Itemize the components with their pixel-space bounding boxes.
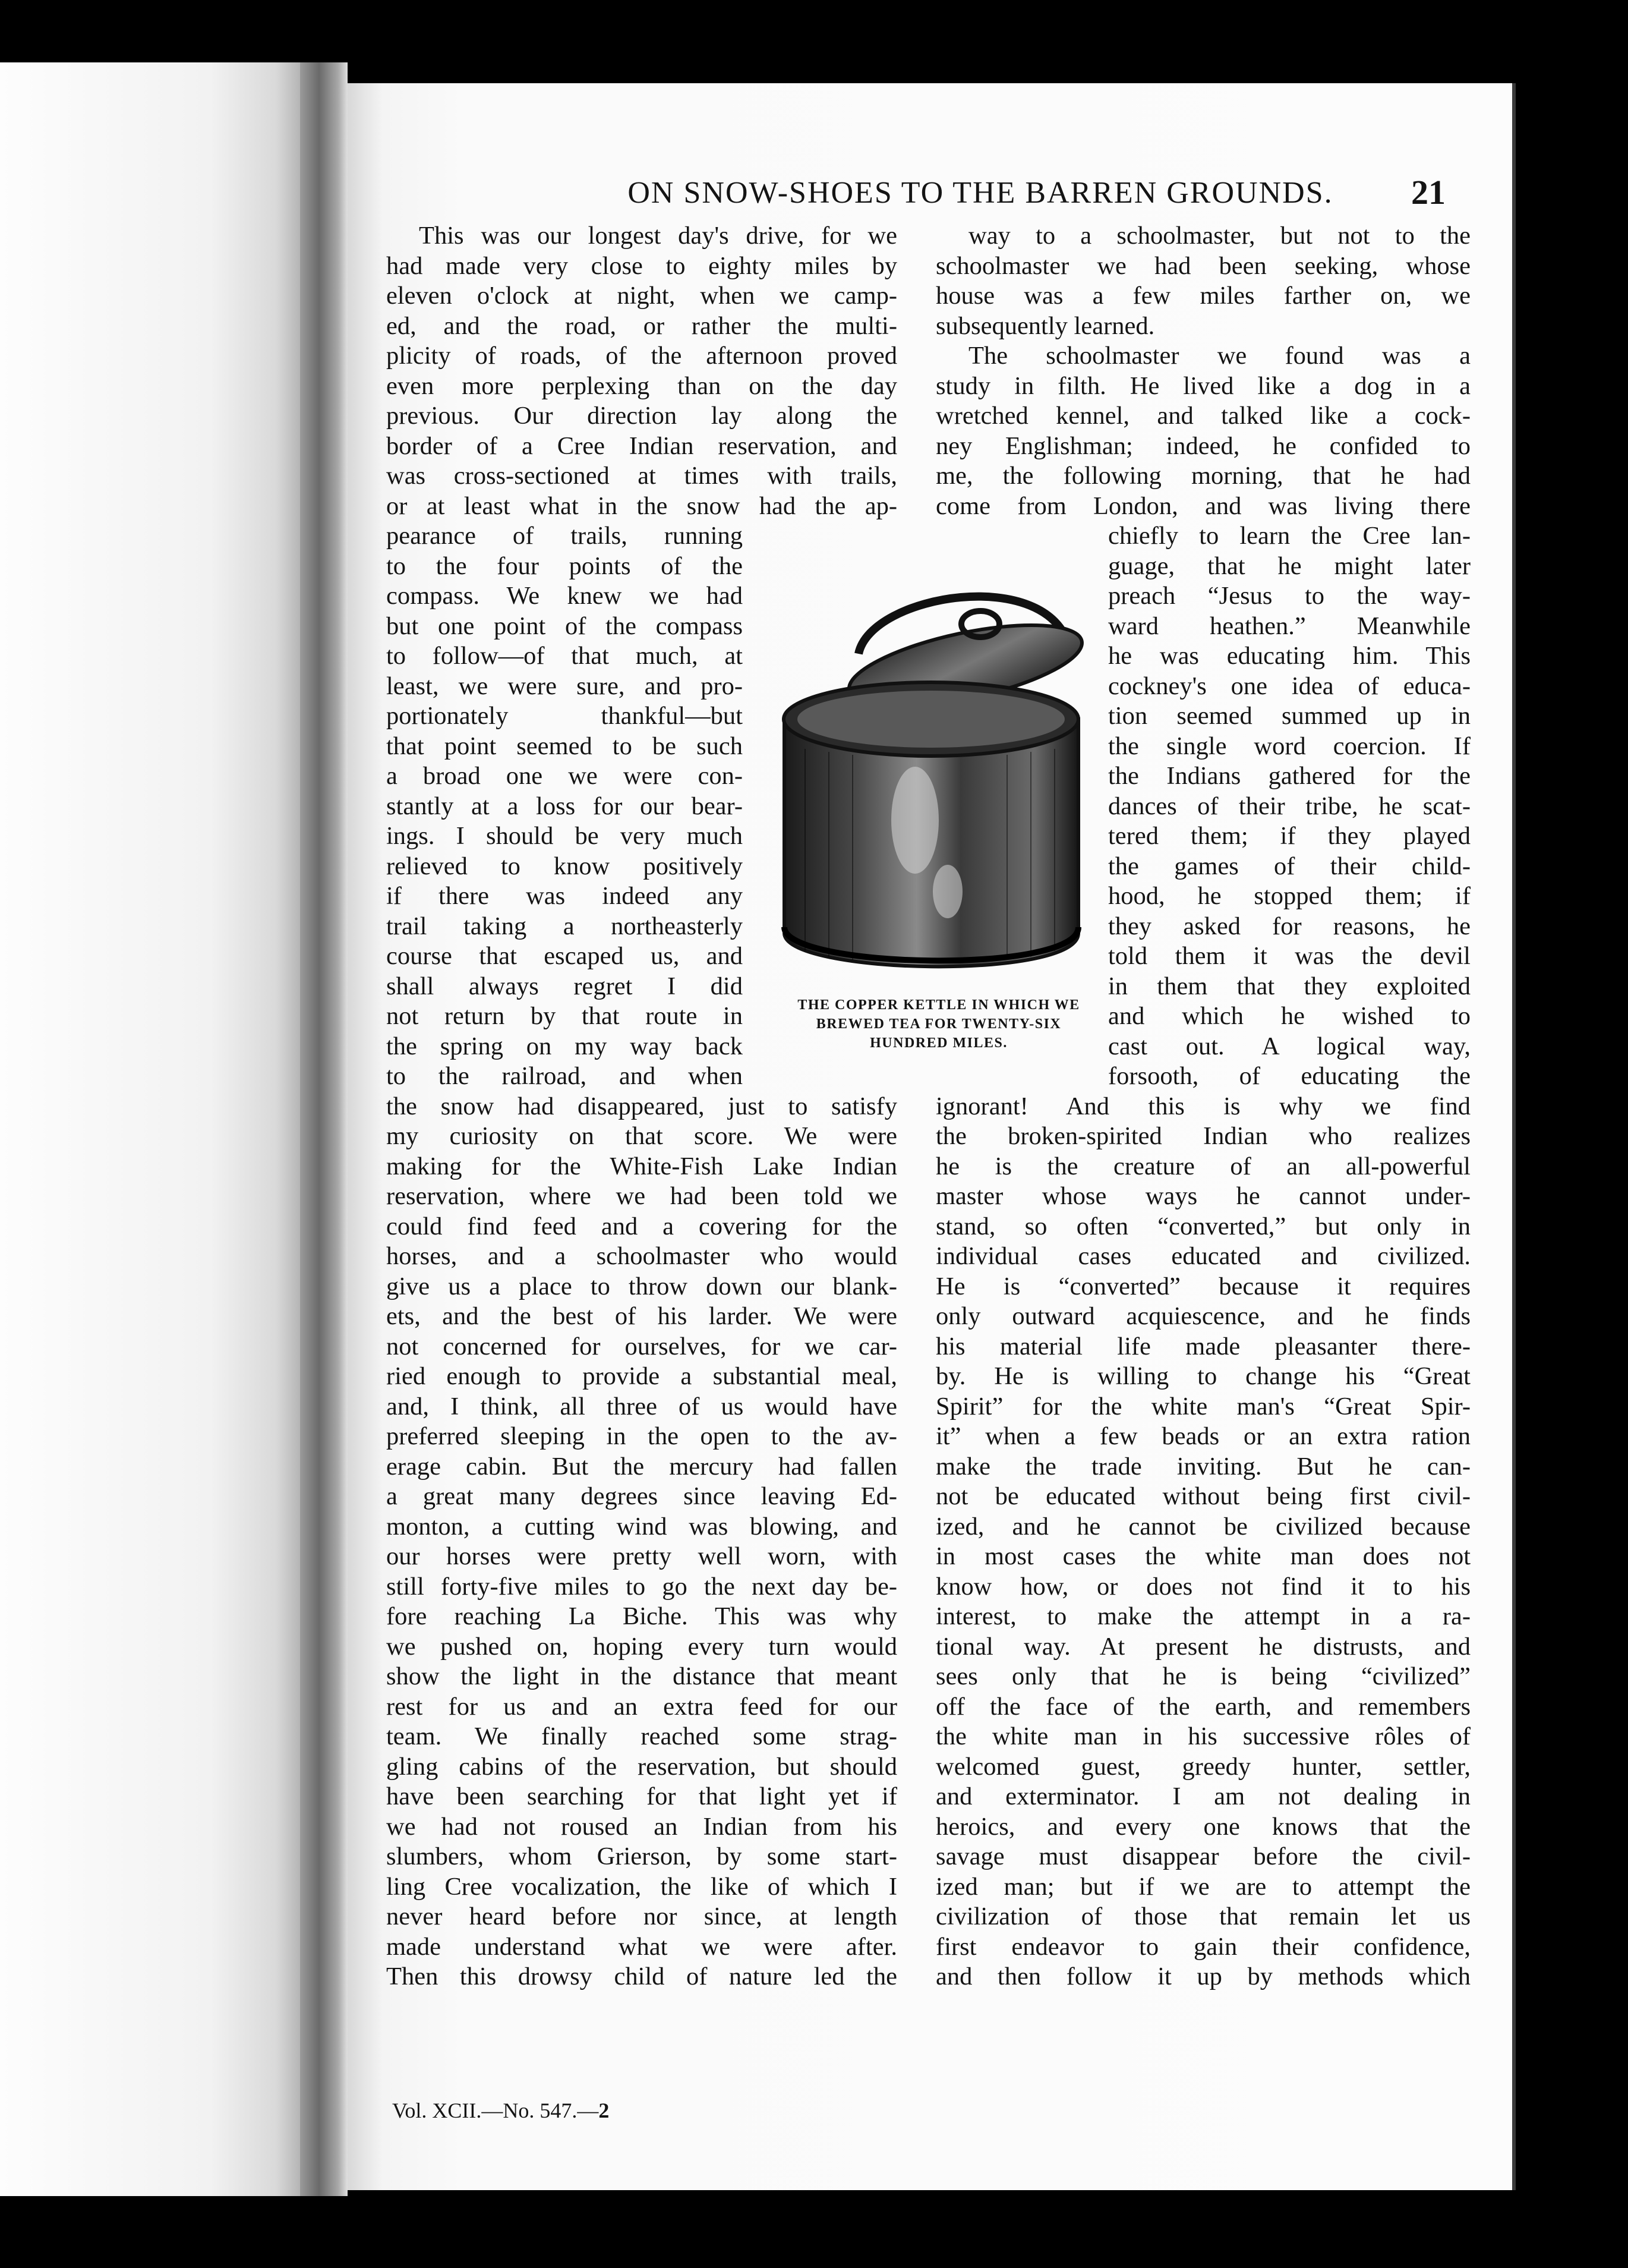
text-line: sees only that he is being “civilized”: [936, 1662, 1471, 1690]
text-line: schoolmaster we had been seeking, whose: [936, 251, 1471, 280]
text-line: not concerned for ourselves, for we car-: [386, 1332, 897, 1360]
text-line: give us a place to throw down our blank-: [386, 1272, 897, 1300]
text-line: ward heathen.” Meanwhile: [1108, 612, 1471, 640]
text-line: tion seemed summed up in: [1108, 702, 1471, 730]
text-line: me, the following morning, that he had: [936, 462, 1471, 490]
text-line: and then follow it up by methods which: [936, 1963, 1471, 1990]
text-line: border of a Cree Indian reservation, and: [386, 431, 897, 460]
text-line: reservation, where we had been told we: [386, 1182, 897, 1210]
text-line: ed, and the road, or rather the multi-: [386, 311, 897, 340]
text-line: rest for us and an extra feed for our: [386, 1692, 897, 1721]
text-line: tered them; if they played: [1108, 822, 1471, 850]
text-line: cast out. A logical way,: [1108, 1032, 1471, 1060]
text-line: portionately thankful—but: [386, 702, 743, 730]
page-edge: [1512, 83, 1516, 2190]
text-line: fore reaching La Biche. This was why: [386, 1602, 897, 1630]
volume-number: Vol. XCII.—No. 547.—: [392, 2099, 599, 2122]
text-line: made understand what we were after.: [386, 1932, 897, 1961]
text-line: only outward acquiescence, and he finds: [936, 1302, 1471, 1330]
text-line: ings. I should be very much: [386, 822, 743, 850]
text-line: preach “Jesus to the way-: [1108, 582, 1471, 610]
text-line: ets, and the best of his larder. We were: [386, 1302, 897, 1330]
text-line: ling Cree vocalization, the like of which I: [386, 1872, 897, 1901]
text-line: my curiosity on that score. We were: [386, 1122, 897, 1150]
text-line: in them that they exploited: [1108, 972, 1471, 1000]
text-line: The schoolmaster we found was a: [968, 342, 1471, 370]
text-line: Then this drowsy child of nature led the: [386, 1963, 897, 1990]
text-line: in most cases the white man does not: [936, 1542, 1471, 1570]
text-line: the Indians gathered for the: [1108, 762, 1471, 790]
text-line: never heard before nor since, at length: [386, 1902, 897, 1930]
text-line: forsooth, of educating the: [1108, 1062, 1471, 1090]
caption-line: HUNDRED MILES.: [870, 1035, 1008, 1051]
figure-caption: [758, 996, 1120, 1053]
page-number: 21: [1411, 173, 1446, 212]
text-line: if there was indeed any: [386, 882, 743, 910]
text-line: compass. We knew we had: [386, 582, 743, 610]
text-line: they asked for reasons, he: [1108, 912, 1471, 940]
signature-mark: 2: [598, 2099, 610, 2122]
text-line: could find feed and a covering for the: [386, 1212, 897, 1240]
text-line: team. We finally reached some strag-: [386, 1722, 897, 1750]
text-line: stantly at a loss for our bear-: [386, 792, 743, 820]
text-line: have been searching for that light yet if: [386, 1782, 897, 1810]
text-line: not return by that route in: [386, 1002, 743, 1030]
text-line: welcomed guest, greedy hunter, settler,: [936, 1752, 1471, 1781]
text-line: that point seemed to be such: [386, 732, 743, 760]
text-line: erage cabin. But the mercury had fallen: [386, 1452, 897, 1480]
text-line: plicity of roads, of the afternoon proved: [386, 342, 897, 370]
text-line: ried enough to provide a substantial meal,: [386, 1362, 897, 1390]
text-line: least, we were sure, and pro-: [386, 672, 743, 700]
text-line: not be educated without being first civil-: [936, 1482, 1471, 1510]
text-line: had made very close to eighty miles by: [386, 251, 897, 280]
text-line: off the face of the earth, and remembers: [936, 1692, 1471, 1721]
facing-page: [0, 62, 300, 2196]
text-line: the broken-spirited Indian who realizes: [936, 1122, 1471, 1150]
book-gutter: [300, 62, 348, 2196]
text-line: way to a schoolmaster, but not to the: [968, 222, 1471, 250]
text-line: horses, and a schoolmaster who would: [386, 1242, 897, 1270]
text-line: his material life made pleasanter there-: [936, 1332, 1471, 1360]
text-line: stand, so often “converted,” but only in: [936, 1212, 1471, 1240]
text-line: the single word coercion. If: [1108, 732, 1471, 760]
caption-line: THE COPPER KETTLE IN WHICH WE: [797, 997, 1080, 1013]
text-line: Spirit” for the white man's “Great Spir-: [936, 1392, 1471, 1420]
text-line: was cross-sectioned at times with trails,: [386, 462, 897, 490]
text-line: course that escaped us, and: [386, 942, 743, 970]
text-line: a great many degrees since leaving Ed-: [386, 1482, 897, 1510]
text-line: gling cabins of the reservation, but should: [386, 1752, 897, 1781]
text-line: ignorant! And this is why we find: [936, 1092, 1471, 1120]
text-line: the spring on my way back: [386, 1032, 743, 1060]
text-line: by. He is willing to change his “Great: [936, 1362, 1471, 1390]
text-line: come from London, and was living there: [936, 492, 1471, 520]
text-line: show the light in the distance that meant: [386, 1662, 897, 1690]
text-line: even more perplexing than on the day: [386, 371, 897, 400]
text-line: master whose ways he cannot under-: [936, 1182, 1471, 1210]
text-line: to follow—of that much, at: [386, 642, 743, 670]
text-line: subsequently learned.: [936, 311, 1155, 340]
caption-line: BREWED TEA FOR TWENTY-SIX: [816, 1016, 1062, 1032]
text-line: to the railroad, and when: [386, 1062, 743, 1090]
text-line: civilization of those that remain let us: [936, 1902, 1471, 1930]
text-line: interest, to make the attempt in a ra-: [936, 1602, 1471, 1630]
text-line: pearance of trails, running: [386, 522, 743, 550]
text-line: and which he wished to: [1108, 1002, 1471, 1030]
text-line: trail taking a northeasterly: [386, 912, 743, 940]
text-line: hood, he stopped them; if: [1108, 882, 1471, 910]
text-line: and, I think, all three of us would have: [386, 1392, 897, 1420]
text-line: a broad one we were con-: [386, 762, 743, 790]
text-line: it” when a few beads or an extra ration: [936, 1422, 1471, 1450]
text-line: he is the creature of an all-powerful: [936, 1152, 1471, 1180]
text-line: He is “converted” because it requires: [936, 1272, 1471, 1300]
text-line: This was our longest day's drive, for we: [419, 222, 897, 250]
text-line: the snow had disappeared, just to satisfy: [386, 1092, 897, 1120]
text-line: we pushed on, hoping every turn would: [386, 1632, 897, 1661]
text-line: tional way. At present he distrusts, and: [936, 1632, 1471, 1661]
text-line: shall always regret I did: [386, 972, 743, 1000]
text-line: to the four points of the: [386, 552, 743, 580]
text-line: the white man in his successive rôles of: [936, 1722, 1471, 1750]
text-line: ized, and he cannot be civilized because: [936, 1512, 1471, 1541]
text-line: ized man; but if we are to attempt the: [936, 1872, 1471, 1901]
text-line: cockney's one idea of educa-: [1108, 672, 1471, 700]
text-line: ney Englishman; indeed, he confided to: [936, 431, 1471, 460]
text-line: individual cases educated and civilized.: [936, 1242, 1471, 1270]
text-line: eleven o'clock at night, when we camp-: [386, 282, 897, 310]
text-line: guage, that he might later: [1108, 552, 1471, 580]
text-line: or at least what in the snow had the ap-: [386, 492, 897, 520]
text-line: we had not roused an Indian from his: [386, 1812, 897, 1841]
left-column: [386, 221, 897, 1992]
text-line: make the trade inviting. But he can-: [936, 1452, 1471, 1480]
text-line: first endeavor to gain their confidence,: [936, 1932, 1471, 1961]
text-line: the games of their child-: [1108, 852, 1471, 880]
text-line: making for the White-Fish Lake Indian: [386, 1152, 897, 1180]
figure: [758, 571, 1120, 1094]
running-head: ON SNOW-SHOES TO THE BARREN GROUNDS.: [627, 176, 1333, 210]
volume-footer: [392, 2098, 609, 2123]
text-line: but one point of the compass: [386, 612, 743, 640]
text-line: and exterminator. I am not dealing in: [936, 1782, 1471, 1810]
magazine-page: [348, 83, 1512, 2190]
text-line: told them it was the devil: [1108, 942, 1471, 970]
text-line: still forty-five miles to go the next day be-: [386, 1572, 897, 1601]
text-line: dances of their tribe, he scat-: [1108, 792, 1471, 820]
text-line: know how, or does not find it to his: [936, 1572, 1471, 1601]
text-line: slumbers, whom Grierson, by some start-: [386, 1842, 897, 1870]
text-line: relieved to know positively: [386, 852, 743, 880]
text-line: he was educating him. This: [1108, 642, 1471, 670]
text-line: wretched kennel, and talked like a cock-: [936, 402, 1471, 430]
text-line: study in filth. He lived like a dog in a: [936, 371, 1471, 400]
copper-kettle-illustration: [769, 571, 1102, 987]
text-line: monton, a cutting wind was blowing, and: [386, 1512, 897, 1541]
text-line: savage must disappear before the civil-: [936, 1842, 1471, 1870]
right-column: [936, 221, 1471, 1992]
text-line: previous. Our direction lay along the: [386, 402, 897, 430]
text-line: house was a few miles farther on, we: [936, 282, 1471, 310]
text-line: heroics, and every one knows that the: [936, 1812, 1471, 1841]
text-line: our horses were pretty well worn, with: [386, 1542, 897, 1570]
text-line: chiefly to learn the Cree lan-: [1108, 522, 1471, 550]
text-line: preferred sleeping in the open to the av-: [386, 1422, 897, 1450]
